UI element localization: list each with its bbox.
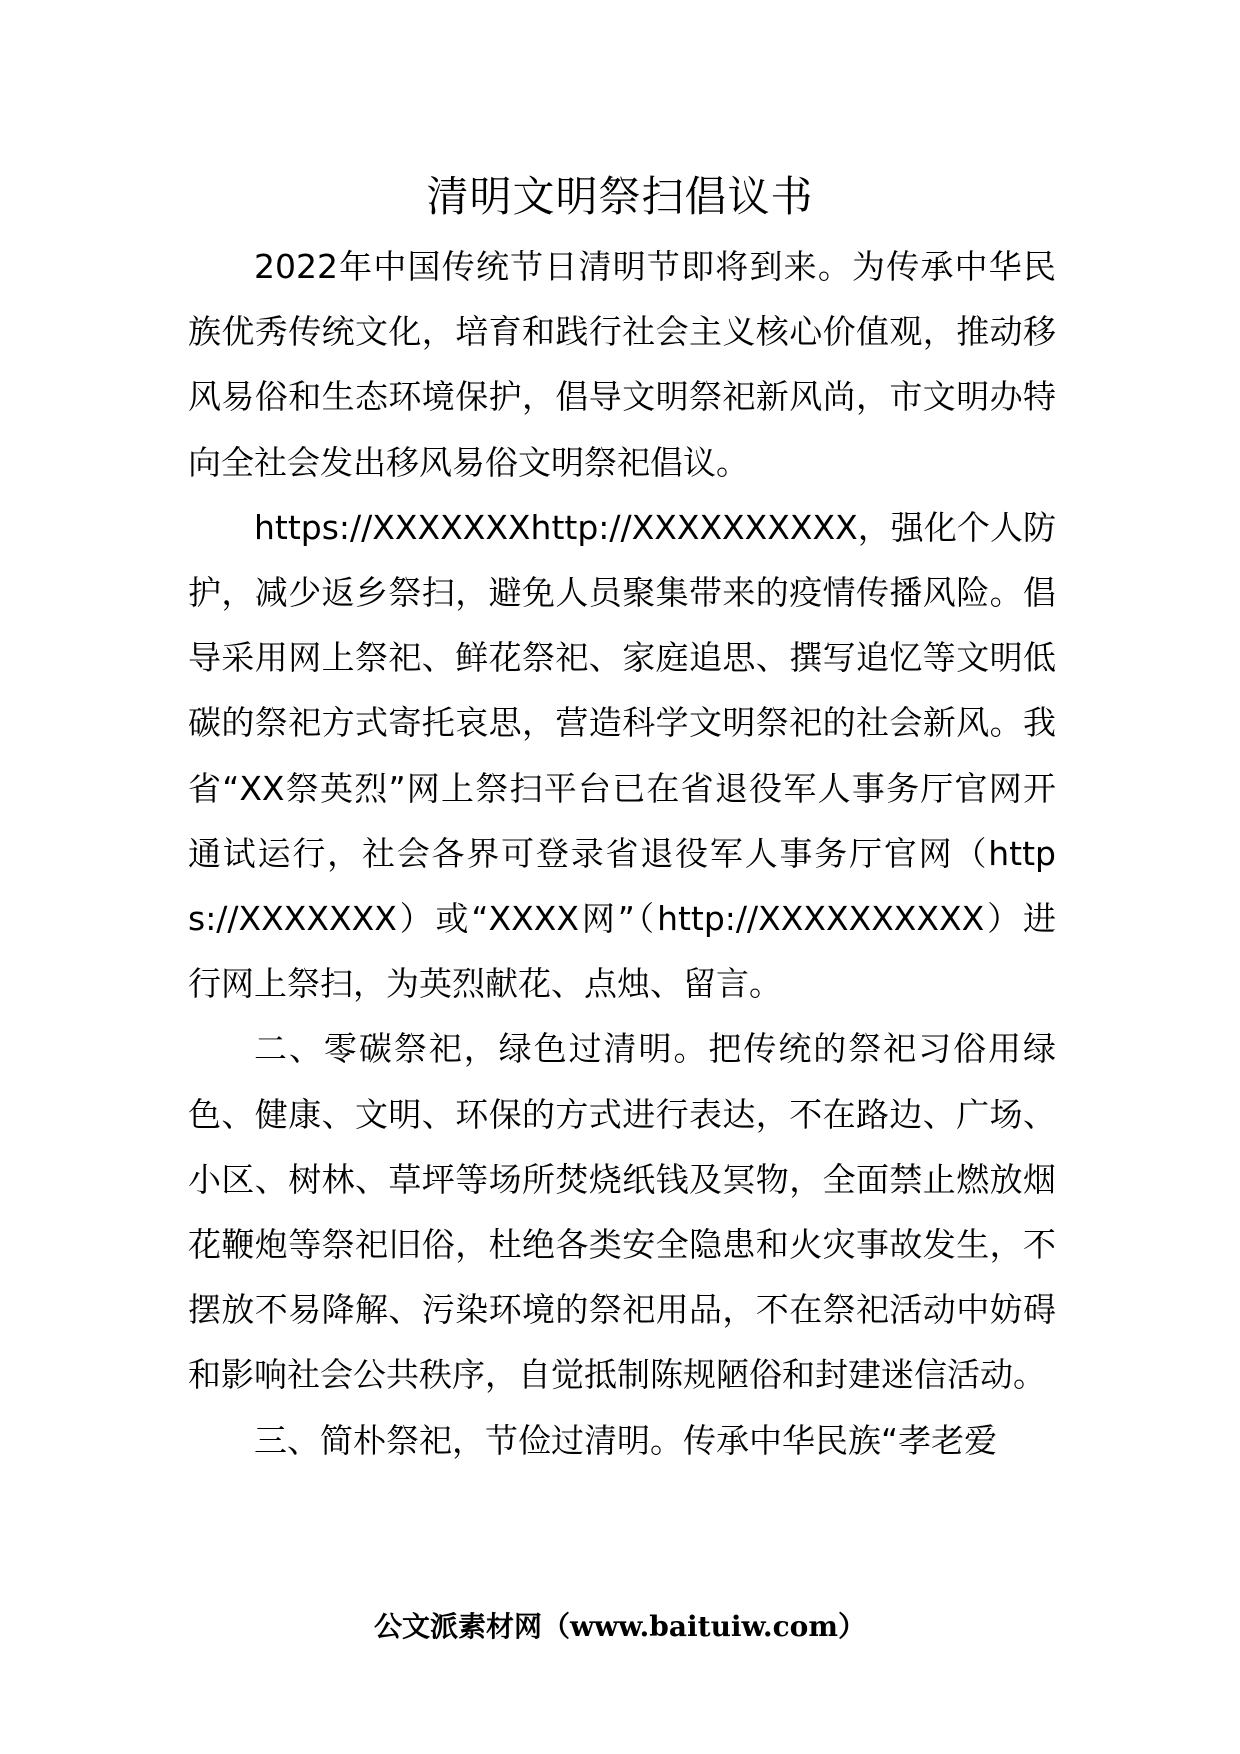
footer-watermark: 公文派素材网（www.baituiw.com） xyxy=(374,1610,866,1643)
paragraph-simple-memorial: 三、简朴祭祀，节俭过清明。传承中华民族“孝老爱 xyxy=(254,1420,998,1460)
document-title: 清明文明祭扫倡议书 xyxy=(426,172,814,221)
document-body xyxy=(188,234,1056,1473)
paragraph-intro: 2022年中国传统节日清明节即将到来。为传承中华民族优秀传统文化，培育和践行社会主义核心价值观，推动移风易俗和生态环境保护，倡导文明祭祀新风尚，市文明办特向全社会发出移风易俗文明祭祀倡议。 xyxy=(188,247,1056,482)
paragraph-zero-carbon: 二、零碳祭祀，绿色过清明。把传统的祭祀习俗用绿色、健康、文明、环保的方式进行表达，不在路边、广场、小区、树林、草坪等场所焚烧纸钱及冥物，全面禁止燃放烟花鞭炮等祭祀旧俗，杜绝各类安全隐患和火灾事故发生，不摆放不易降解、污染环境的祭祀用品，不在祭祀活动中妨碍和影响社会公共秩序，自觉抵制陈规陋俗和封建迷信活动。 xyxy=(188,1029,1056,1395)
paragraph-online-memorial: https://XXXXXXXhttp://XXXXXXXXXX，强化个人防护，减少返乡祭扫，避免人员聚集带来的疫情传播风险。倡导采用网上祭祀、鲜花祭祀、家庭追思、撰写追忆等文明低碳的祭祀方式寄托哀思，营造科学文明祭祀的社会新风。我省“XX祭英烈”网上祭扫平台已在省退役军人事务厅官网开通试运行，社会各界可登录省退役军人事务厅官网（https://XXXXXXX）或“XXXX网”（http://XXXXXXXXXX）进行网上祭扫，为英烈献花、点烛、留言。 xyxy=(188,507,1056,1004)
